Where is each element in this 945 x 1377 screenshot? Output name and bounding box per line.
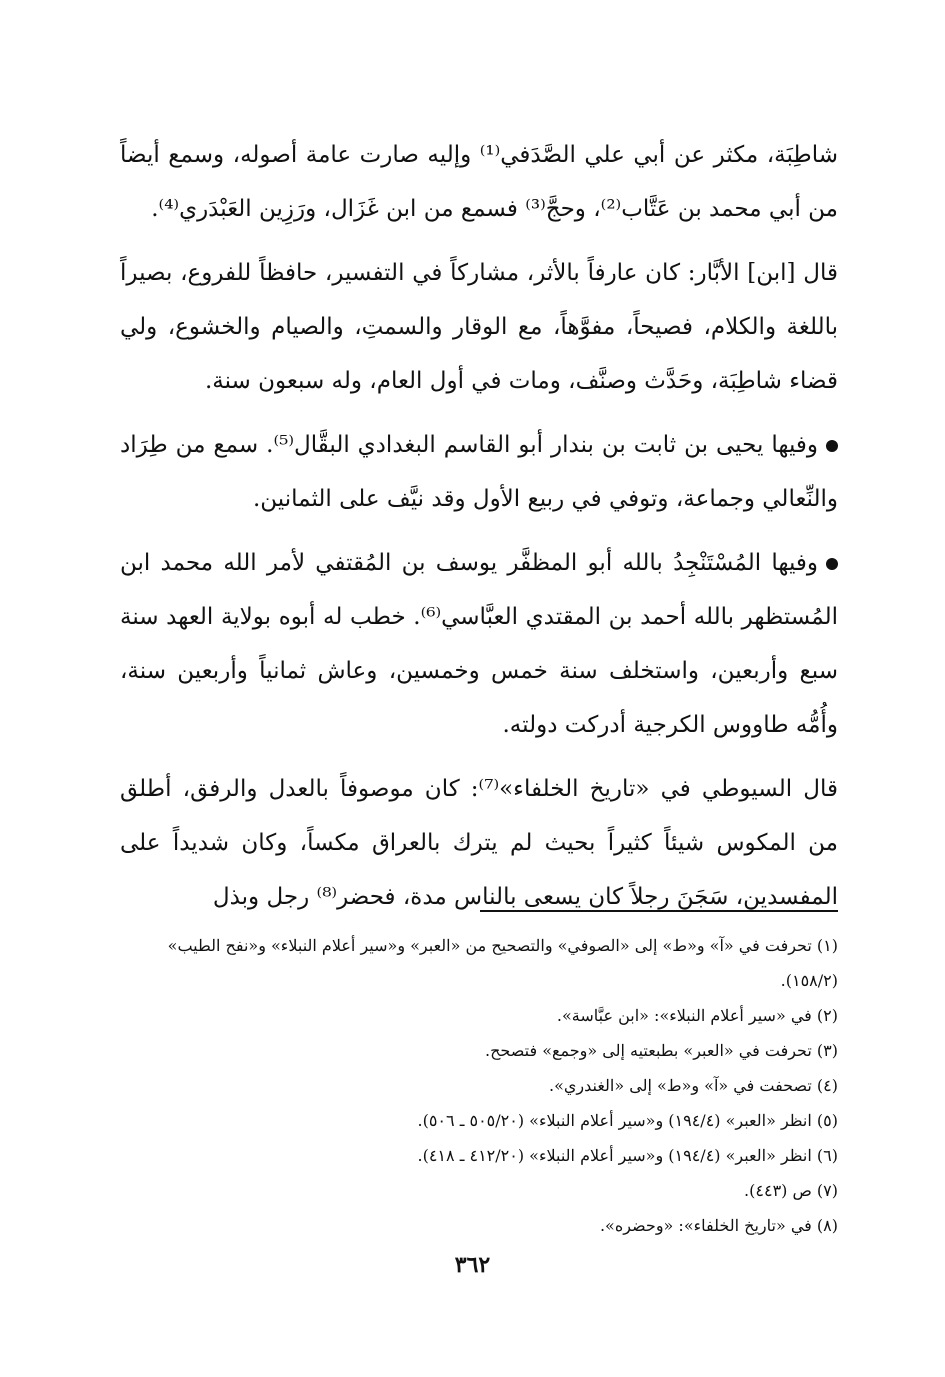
footnote-6: (٦) انظر «العبر» (١٩٤/٤) و«سير أعلام النبلاء» (٤١٢/٢٠ ـ ٤١٨). [417,1146,838,1165]
footnote-5: (٥) انظر «العبر» (١٩٤/٤) و«سير أعلام النبلاء» (٥٠٥/٢٠ ـ ٥٠٦). [417,1111,838,1130]
paragraph-3-text: وفيها يحيى بن ثابت بن بندار أبو القاسم البغدادي البقَّال⁽⁵⁾. سمع من طِرَاد والنِّعالي وجماعة، وتوفي في ربيع الأول وقد نيَّف على الثمانين. [120,432,838,512]
page-number: ٣٦٢ [454,1252,491,1278]
paragraph-1-text: شاطِبَة، مكثر عن أبي علي الصَّدَفي⁽¹⁾ وإليه صارت عامة أصوله، وسمع أيضاً من أبي محمد بن عَتَّاب⁽²⁾، وحجَّ⁽³⁾ فسمع من ابن غَزَال، ورَزِين العَبْدَري⁽⁴⁾. [120,142,839,222]
main-text [120,128,838,934]
footnote-1: (١) تحرفت في «آ» و«ط» إلى «الصوفي» والتصحيح من «العبر» و«سير أعلام النبلاء» و«نفح الطيب» (١٥٨/٢). [167,936,838,990]
paragraph-3 [120,418,838,526]
footnote-8: (٨) في «تاريخ الخلفاء»: «وحضره». [599,1216,838,1235]
footnote-divider [480,910,838,912]
paragraph-1 [120,128,838,236]
footnote-3: (٣) تحرفت في «العبر» بطبعتيه إلى «وجمع» فتصحح. [485,1041,838,1060]
paragraph-2 [120,246,838,408]
footnote-2: (٢) في «سير أعلام النبلاء»: «ابن عبَّاسة». [556,1006,838,1025]
bullet-icon [826,440,838,452]
paragraph-5 [120,762,838,924]
footnote-4: (٤) تصحفت في «آ» و«ط» إلى «الغندري». [548,1076,838,1095]
footnote-7: (٧) ص (٤٤٣). [744,1181,838,1200]
paragraph-2-text: قال [ابن] الأبَّار: كان عارفاً بالأثر، مشاركاً في التفسير، حافظاً للفروع، بصيراً باللغة والكلام، فصيحاً، مفوَّهاً، مع الوقار والسمتِ، والصيام والخشوع، ولي قضاء شاطِبَة، وحَدَّث وصنَّف، ومات في أول العام، وله سبعون سنة. [120,260,838,394]
bullet-icon [826,558,838,570]
paragraph-4 [120,536,838,752]
footnotes [120,928,838,1243]
paragraph-4-text: وفيها المُسْتَنْجِدُ بالله أبو المظفَّر يوسف بن المُقتفي لأمر الله محمد ابن المُستظهر بالله أحمد بن المقتدي العبَّاسي⁽⁶⁾. خطب له أبوه بولاية العهد سنة سبع وأربعين، واستخلف سنة خمس وخمسين، وعاش ثمانياً وأربعين سنة، وأُمُّه طاووس الكرجية أدركت دولته. [120,550,838,738]
paragraph-5-text: قال السيوطي في «تاريخ الخلفاء»⁽⁷⁾: كان موصوفاً بالعدل والرفق، أطلق من المكوس شيئاً كثيراً بحيث لم يترك بالعراق مكساً، وكان شديداً على المفسدين، سَجَنَ رجلاً كان يسعى بالناس مدة، فحضر⁽⁸⁾ رجل وبذل [120,776,839,910]
